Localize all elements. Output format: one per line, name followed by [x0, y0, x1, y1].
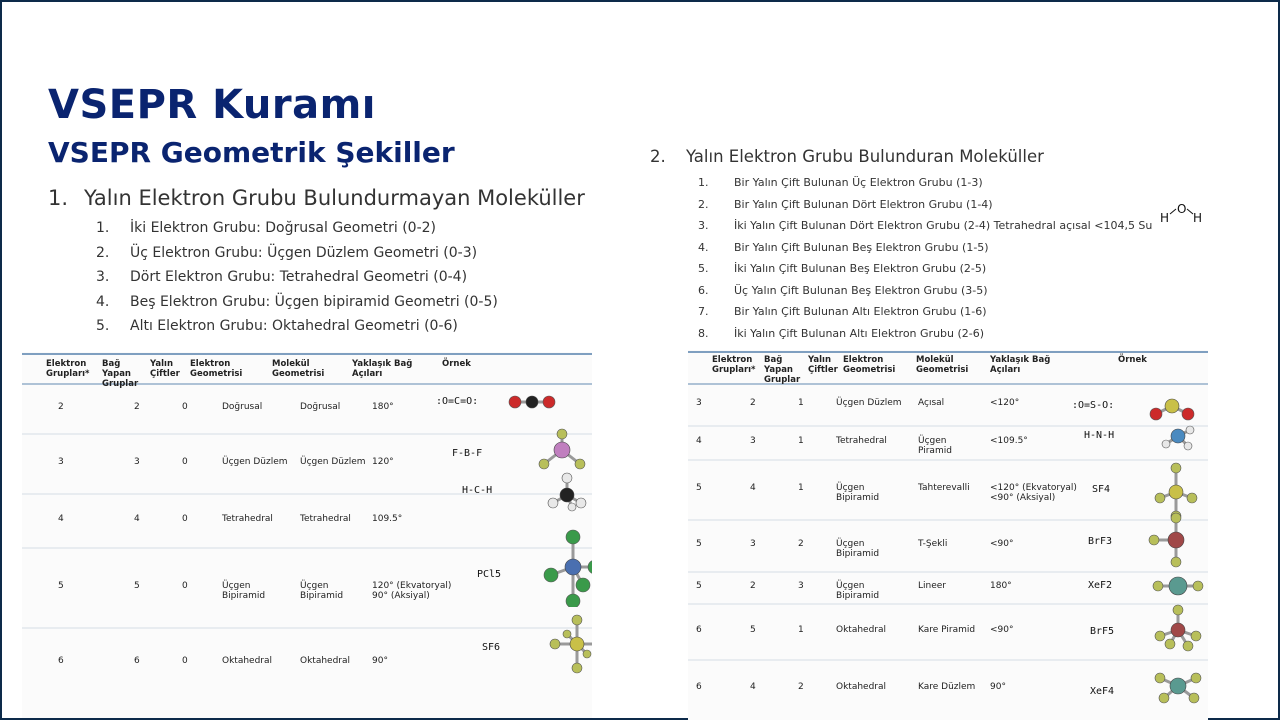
item-text: Bir Yalın Çift Bulunan Dört Elektron Grubu (1-4): [734, 197, 993, 211]
ch4-model: [522, 455, 592, 535]
table1-cell-groups: 3: [58, 457, 64, 467]
table1-cell-egeom: Doğrusal: [222, 402, 263, 412]
table2-example-nh3: H-N-H: [1084, 430, 1115, 441]
table2-cell-angle: 180°: [990, 581, 1012, 591]
table2-example-sf4: SF4: [1092, 484, 1111, 495]
table2-cell-bonding: 3: [750, 436, 756, 446]
list-item: [698, 194, 1152, 216]
table2-cell-bonding: 2: [750, 581, 756, 591]
table2-example-so2: :O=S-O:: [1072, 400, 1115, 411]
table2-cell-mgeom: Kare Düzlem: [918, 682, 976, 692]
list-item: [96, 265, 498, 290]
table2-cell-mgeom: Açısal: [918, 398, 945, 408]
table1-cell-angle: 120°: [372, 457, 394, 467]
item-number: 4.: [698, 240, 709, 254]
sf6-model: [532, 604, 592, 684]
item-number: 2.: [96, 244, 110, 261]
slide-title: VSEPR Kuramı: [48, 82, 377, 128]
table2-cell-egeom: Oktahedral: [836, 625, 887, 635]
table1-cell-bonding: 3: [134, 457, 140, 467]
item-text: Bir Yalın Çift Bulunan Altı Elektron Grubu (1-6): [734, 305, 987, 318]
table2-cell-lone: 1: [798, 625, 804, 635]
list-item: [698, 172, 1152, 194]
table1-example-pcl5: PCl5: [477, 569, 502, 580]
table1-cell-groups: 5: [58, 581, 64, 591]
table2-cell-lone: 3: [798, 581, 804, 591]
table2-cell-angle: <109.5°: [990, 436, 1028, 446]
table2-cell-groups: 6: [696, 625, 702, 635]
table2-cell-bonding: 2: [750, 398, 756, 408]
table2-cell-lone: 1: [798, 483, 804, 493]
table1-cell-bonding: 2: [134, 402, 140, 412]
section1-number: 1.: [48, 186, 69, 210]
item-text: Üç Elektron Grubu: Üçgen Düzlem Geometri (0-3): [130, 244, 478, 261]
item-number: 1.: [96, 220, 110, 236]
table1-header: Bağ Yapan Gruplar: [102, 359, 139, 389]
xef4-model: [1133, 646, 1208, 720]
table2-header: Yalın Çiftler: [808, 355, 838, 375]
item-number: 5.: [698, 262, 709, 275]
table2-cell-bonding: 5: [750, 625, 756, 635]
table2-cell-egeom: Tetrahedral: [836, 436, 887, 446]
table1-cell-mgeom: Üçgen Bipiramid: [300, 581, 344, 602]
table2-cell-groups: 5: [696, 581, 702, 591]
water-o: O: [1177, 202, 1187, 216]
table1-header: Örnek: [442, 359, 471, 369]
table2-example-brf5: BrF5: [1090, 626, 1115, 637]
item-number: 1.: [698, 176, 709, 189]
table1-header: Yalın Çiftler: [150, 359, 180, 379]
item-number: 5.: [96, 318, 110, 334]
list-item: [96, 216, 498, 241]
table2-cell-lone: 2: [798, 682, 804, 692]
table1-example-ch4: H-C-H: [462, 485, 493, 496]
item-number: 2.: [698, 197, 709, 211]
item-text: İki Yalın Çift Bulunan Beş Elektron Grubu (2-5): [734, 262, 987, 275]
list-item: [96, 241, 498, 266]
table1-header: Molekül Geometrisi: [272, 359, 325, 379]
item-text: Beş Elektron Grubu: Üçgen bipiramid Geometri (0-5): [130, 293, 498, 310]
table1-cell-angle: 109.5°: [372, 514, 403, 524]
table2-cell-angle: 90°: [990, 682, 1006, 692]
table2-header: Molekül Geometrisi: [916, 355, 969, 375]
table1-cell-lone: 0: [182, 514, 188, 524]
table2-cell-bonding: 3: [750, 539, 756, 549]
table2-cell-groups: 5: [696, 539, 702, 549]
table1-example-sf6: SF6: [482, 642, 501, 653]
table1-cell-egeom: Tetrahedral: [222, 514, 273, 524]
section2-number: 2.: [650, 147, 666, 166]
table2-cell-lone: 1: [798, 436, 804, 446]
table1-cell-mgeom: Doğrusal: [300, 402, 341, 412]
item-number: 7.: [698, 305, 709, 318]
table1-cell-mgeom: Tetrahedral: [300, 514, 351, 524]
table1-header: Elektron Grupları*: [46, 359, 90, 379]
table2-cell-angle: <120° (Ekvatoryal) <90° (Aksiyal): [990, 483, 1077, 504]
table1-cell-bonding: 4: [134, 514, 140, 524]
item-number: 3.: [96, 269, 110, 285]
table1-cell-angle: 180°: [372, 402, 394, 412]
table2-cell-angle: <120°: [990, 398, 1020, 408]
table2-header: Yaklaşık Bağ Açıları: [990, 355, 1051, 375]
table2-cell-angle: <90°: [990, 625, 1014, 635]
item-number: 8.: [698, 326, 709, 340]
item-number: 6.: [698, 283, 709, 297]
table2-cell-egeom: Üçgen Bipiramid: [836, 539, 880, 560]
table2-cell-groups: 4: [696, 436, 702, 446]
table2-cell-mgeom: Lineer: [918, 581, 946, 591]
section2-heading: [650, 147, 1044, 166]
item-text: İki Yalın Çift Bulunan Dört Elektron Grubu (2-4) Tetrahedral açısal <104,5 Su: [734, 219, 1153, 232]
item-text: Bir Yalın Çift Bulunan Üç Elektron Grubu (1-3): [734, 176, 983, 189]
table2-example-xef2: XeF2: [1088, 580, 1113, 591]
vsepr-table-lone-pairs: [688, 350, 1208, 720]
table1-cell-mgeom: Oktahedral: [300, 656, 351, 666]
table1-cell-egeom: Üçgen Düzlem: [222, 457, 288, 467]
list-item: [96, 314, 498, 339]
table1-example-co2: :O=C=O:: [436, 396, 479, 407]
water-h-left: H: [1160, 211, 1170, 225]
table2-header: Elektron Geometrisi: [843, 355, 896, 375]
table2-cell-angle: <90°: [990, 539, 1014, 549]
item-number: 4.: [96, 293, 110, 310]
slide-subtitle: VSEPR Geometrik Şekiller: [48, 136, 455, 169]
table1-cell-groups: 6: [58, 656, 64, 666]
table2-cell-mgeom: T-Şekli: [918, 539, 948, 549]
table2-header: Elektron Grupları*: [712, 355, 756, 375]
table1-cell-lone: 0: [182, 402, 188, 412]
table2-cell-groups: 3: [696, 398, 702, 408]
table2-cell-mgeom: Tahterevalli: [918, 483, 970, 493]
table2-cell-egeom: Oktahedral: [836, 682, 887, 692]
table2-cell-groups: 5: [696, 483, 702, 493]
table1-cell-mgeom: Üçgen Düzlem: [300, 457, 366, 467]
list-item: [698, 215, 1152, 237]
table2-cell-lone: 1: [798, 398, 804, 408]
table2-cell-lone: 2: [798, 539, 804, 549]
water-h-right: H: [1193, 211, 1203, 225]
table1-example-bf3: F-B-F: [452, 448, 483, 459]
table2-example-xef4: XeF4: [1090, 686, 1115, 697]
list-item: [96, 290, 498, 315]
item-text: İki Elektron Grubu: Doğrusal Geometri (0-2): [130, 220, 436, 236]
table1-cell-angle: 90°: [372, 656, 388, 666]
table2-cell-egeom: Üçgen Düzlem: [836, 398, 902, 408]
item-number: 3.: [698, 219, 709, 232]
table1-header: Elektron Geometrisi: [190, 359, 243, 379]
section2-heading-text: Yalın Elektron Grubu Bulunduran Moleküller: [686, 147, 1044, 166]
table2-cell-egeom: Üçgen Bipiramid: [836, 581, 880, 602]
list-item: [698, 280, 1152, 302]
table1-cell-lone: 0: [182, 457, 188, 467]
section1-heading: [48, 186, 585, 210]
table2-header: Örnek: [1118, 355, 1147, 365]
list-item: [698, 323, 1152, 345]
item-text: Altı Elektron Grubu: Oktahedral Geometri (0-6): [130, 318, 458, 334]
item-text: Bir Yalın Çift Bulunan Beş Elektron Grubu (1-5): [734, 240, 989, 254]
water-bonds: [1160, 202, 1206, 226]
table2-cell-mgeom: Kare Piramid: [918, 625, 976, 635]
table1-cell-angle: 120° (Ekvatoryal) 90° (Aksiyal): [372, 581, 452, 602]
table2-cell-bonding: 4: [750, 483, 756, 493]
table2-cell-bonding: 4: [750, 682, 756, 692]
table2-cell-groups: 6: [696, 682, 702, 692]
pcl5-model: [528, 527, 592, 607]
vsepr-table-no-lone-pairs: [22, 352, 592, 718]
table1-header: Yaklaşık Bağ Açıları: [352, 359, 413, 379]
table1-cell-bonding: 6: [134, 656, 140, 666]
table1-cell-egeom: Üçgen Bipiramid: [222, 581, 266, 602]
list-item: [698, 258, 1152, 280]
item-text: Dört Elektron Grubu: Tetrahedral Geometri (0-4): [130, 269, 468, 285]
list-item: [698, 237, 1152, 259]
list-item: [698, 301, 1152, 323]
table2-cell-egeom: Üçgen Bipiramid: [836, 483, 880, 504]
water-molecule-formula: [1160, 202, 1206, 226]
table1-cell-groups: 4: [58, 514, 64, 524]
table2-header: Bağ Yapan Gruplar: [764, 355, 801, 385]
table1-cell-egeom: Oktahedral: [222, 656, 273, 666]
item-text: Üç Yalın Çift Bulunan Beş Elektron Grubu (3-5): [734, 283, 988, 297]
table1-cell-bonding: 5: [134, 581, 140, 591]
section2-list: [698, 172, 1152, 344]
table2-example-brf3: BrF3: [1088, 536, 1113, 547]
table1-cell-lone: 0: [182, 656, 188, 666]
item-text: İki Yalın Çift Bulunan Altı Elektron Grubu (2-6): [734, 326, 985, 340]
section1-heading-text: Yalın Elektron Grubu Bulundurmayan Moleküller: [84, 186, 585, 210]
table2-cell-mgeom: Üçgen Piramid: [918, 436, 952, 457]
section1-list: [96, 216, 498, 339]
table1-cell-lone: 0: [182, 581, 188, 591]
table1-cell-groups: 2: [58, 402, 64, 412]
